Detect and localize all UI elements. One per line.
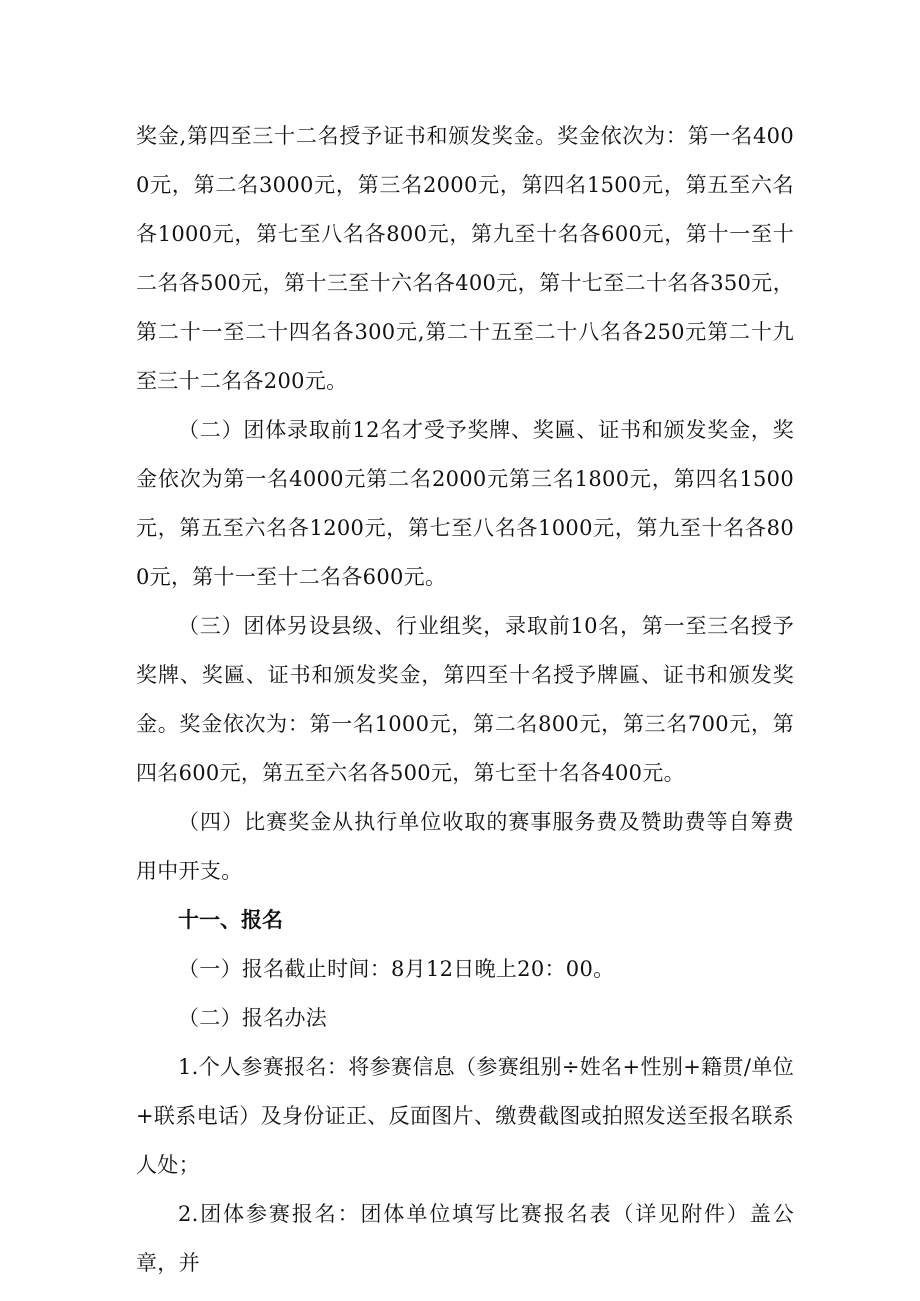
award-paragraph-team: （二）团体录取前12名才受予奖牌、奖匾、证书和颁发奖金，奖金依次为第一名4000元第二名2000元第三名1800元，第四名1500元，第五至六名各1200元，第七至八名各1000元，第九至十名各800元，第十一至十二名各600元。 (136, 418, 794, 589)
registration-deadline: （一）报名截止时间：8月12日晚上20：00。 (178, 957, 615, 981)
award-paragraph-individual: 奖金,第四至三十二名授予证书和颁发奖金。奖金依次为：第一名4000元，第二名3000元，第三名2000元，第四名1500元，第五至六名各1000元，第七至八名各800元，第九至十名各600元，第十一至十二名各500元，第十三至十六名各400元，第十七至二十名各350元，第二十一至二十四名各300元,第二十五至二十八名各250元第二十九至三十二名各200元。 (136, 124, 794, 393)
section-heading-registration: 十一、报名 (178, 908, 283, 932)
award-paragraph-county: （三）团体另设县级、行业组奖，录取前10名，第一至三名授予奖牌、奖匾、证书和颁发奖金，第四至十名授予牌匾、证书和颁发奖金。奖金依次为：第一名1000元，第二名800元，第三名700元，第四名600元，第五至六名各500元，第七至十名各400元。 (136, 614, 794, 785)
award-paragraph-funding: （四）比赛奖金从执行单位收取的赛事服务费及赞助费等自筹费用中开支。 (136, 810, 794, 883)
document-page (136, 112, 794, 1288)
individual-registration: 1.个人参赛报名：将参赛信息（参赛组别÷姓名+性别+籍贯/单位+联系电话）及身份证正、反面图片、缴费截图或拍照发送至报名联系人处； (136, 1055, 794, 1177)
registration-method-title: （二）报名办法 (178, 1006, 328, 1030)
team-registration: 2.团体参赛报名：团体单位填写比赛报名表（详见附件）盖公章，并 (136, 1202, 794, 1275)
